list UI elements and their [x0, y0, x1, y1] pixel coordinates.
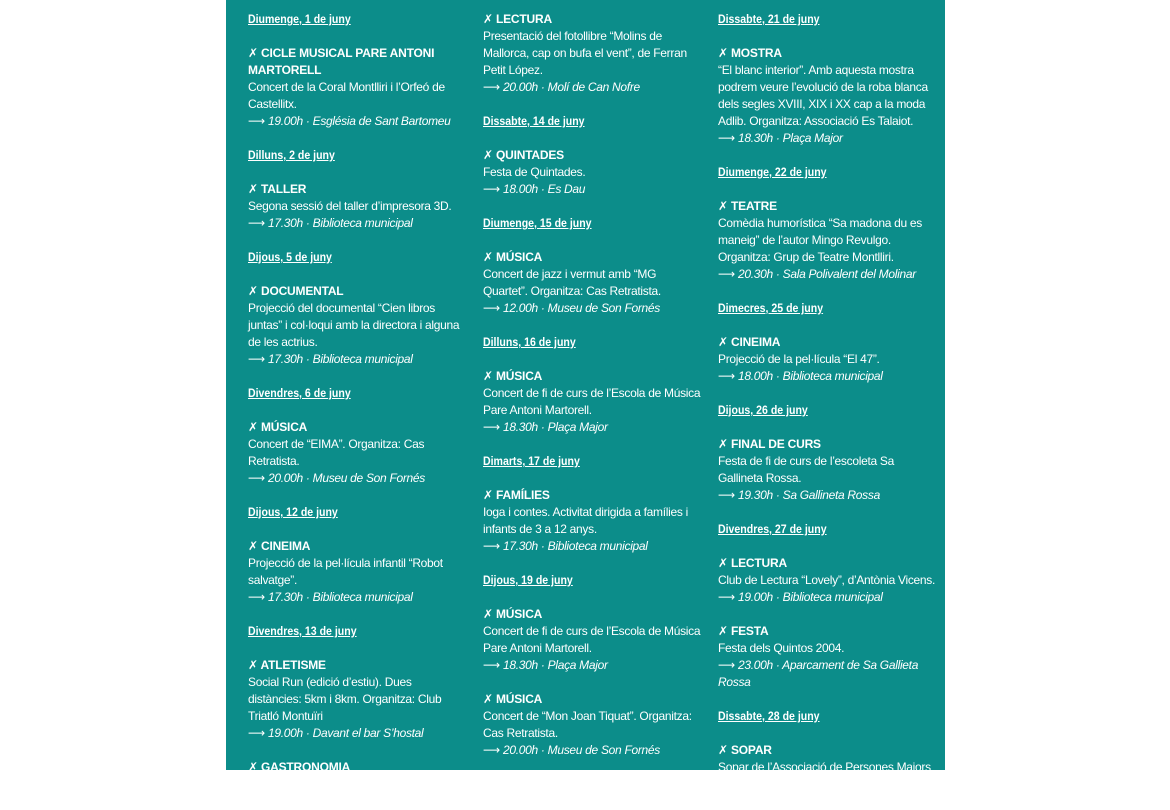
event-item: [248, 45, 466, 130]
event-title: ✗ TEATRE: [718, 199, 777, 213]
day-heading: Diumenge, 22 de juny: [718, 165, 827, 179]
day-heading: Dijous, 5 de juny: [248, 250, 332, 264]
event-title: ✗ MÚSICA: [483, 607, 543, 621]
event-time-place: [718, 657, 936, 691]
event-description: Projecció de la pel·lícula “El 47”.: [718, 352, 880, 366]
arrow-right-icon: ⟶: [718, 369, 735, 383]
day-heading: Dissabte, 14 de juny: [483, 114, 585, 128]
day-heading: Dimarts, 17 de juny: [483, 454, 580, 468]
event-description: Presentació del fotollibre “Molins de Mallorca, cap on bufa el vent”, de Ferran Petit López.: [483, 29, 687, 77]
event-time-place: [248, 725, 466, 742]
arrow-right-icon: ⟶: [718, 658, 735, 672]
event-description: Concert de la Coral Montlliri i l’Orfeó de Castellitx.: [248, 80, 445, 111]
event-time-place-text: 20.00h · Museu de Son Fornés: [502, 743, 660, 757]
event-title: ✗ MÚSICA: [248, 420, 308, 434]
event-description: Sopar de l’Associació de Persones Majors: [718, 760, 931, 774]
event-item: [248, 538, 466, 606]
event-time-place-text: 20.30h · Sala Polivalent del Molinar: [737, 267, 916, 281]
event-time-place: [483, 742, 701, 759]
arrow-right-icon: ⟶: [718, 590, 735, 604]
event-title: ✗ QUINTADES: [483, 148, 564, 162]
event-time-place-text: 18.30h · Plaça Major: [502, 420, 608, 434]
event-item: [718, 45, 936, 147]
event-time-place-text: 23.00h · Aparcament de Sa Gallieta Rossa: [718, 658, 919, 689]
event-time-place: [483, 181, 701, 198]
day-heading: Dijous, 12 de juny: [248, 505, 338, 519]
event-title: ✗ MOSTRA: [718, 46, 782, 60]
event-time-place-text: 18.00h · Es Dau: [502, 182, 586, 196]
event-title: ✗ TALLER: [248, 182, 307, 196]
event-title: ✗ CINEIMA: [248, 539, 311, 553]
agenda-panel: [226, 0, 945, 791]
event-time-place-text: 17.30h · Biblioteca municipal: [267, 352, 413, 366]
event-item: [483, 147, 701, 198]
event-time-place-text: 18.30h · Plaça Major: [502, 658, 608, 672]
event-description: Festa de Quintades.: [483, 165, 586, 179]
event-time-place: [248, 113, 466, 130]
arrow-right-icon: ⟶: [483, 658, 500, 672]
event-item: [718, 334, 936, 385]
event-description: Concert de fi de curs de l’Escola de Música Pare Antoni Martorell.: [483, 386, 701, 417]
event-time-place: [483, 300, 701, 317]
event-item: [248, 657, 466, 742]
arrow-right-icon: ⟶: [248, 352, 265, 366]
event-item: [718, 742, 936, 776]
event-title: ✗ ATLETISME: [248, 658, 326, 672]
arrow-right-icon: ⟶: [483, 743, 500, 757]
event-item: [483, 606, 701, 674]
day-heading: Diumenge, 1 de juny: [248, 12, 351, 26]
event-item: [483, 11, 701, 96]
arrow-right-icon: ⟶: [248, 471, 265, 485]
event-time-place: [483, 419, 701, 436]
day-heading: Dissabte, 21 de juny: [718, 12, 820, 26]
event-title: ✗ SOPAR: [718, 743, 772, 757]
event-title: ✗ CINEIMA: [718, 335, 781, 349]
event-description: Segona sessió del taller d’impresora 3D.: [248, 199, 452, 213]
event-description: Comèdia humorística “Sa madona du es maneig” de l’autor Mingo Revulgo. Organitza: Grup de Teatre Montlliri.: [718, 216, 922, 264]
event-description: Concert de fi de curs de l’Escola de Música Pare Antoni Martorell.: [483, 624, 701, 655]
event-description: Festa dels Quintos 2004.: [718, 641, 845, 655]
event-description: Concert de jazz i vermut amb “MG Quartet”. Organitza: Cas Retratista.: [483, 267, 661, 298]
event-time-place-text: 17.30h · Biblioteca municipal: [267, 216, 413, 230]
event-title: ✗ MÚSICA: [483, 369, 543, 383]
arrow-right-icon: ⟶: [483, 420, 500, 434]
event-item: [718, 555, 936, 606]
event-time-place: [483, 79, 701, 96]
event-title: ✗ MÚSICA: [483, 250, 543, 264]
event-time-place-text: 19.00h · Església de Sant Bartomeu: [267, 114, 451, 128]
event-time-place-text: 20.00h · Molí de Can Nofre: [502, 80, 640, 94]
event-time-place-text: 17.30h · Biblioteca municipal: [267, 590, 413, 604]
arrow-right-icon: ⟶: [248, 726, 265, 740]
event-item: [248, 283, 466, 368]
event-time-place-text: 19.30h · Sa Gallineta Rossa: [737, 488, 880, 502]
day-heading: Dimecres, 25 de juny: [718, 301, 824, 315]
event-time-place: [248, 351, 466, 368]
event-time-place: [248, 470, 466, 487]
event-time-place: [483, 657, 701, 674]
day-heading: Dijous, 19 de juny: [483, 573, 573, 587]
arrow-right-icon: ⟶: [483, 182, 500, 196]
agenda-column-1: [248, 11, 466, 810]
day-heading: Dissabte, 28 de juny: [718, 709, 820, 723]
event-title: ✗ LECTURA: [483, 12, 552, 26]
event-time-place-text: 20.00h · Museu de Son Fornés: [267, 471, 425, 485]
arrow-right-icon: ⟶: [483, 80, 500, 94]
event-title: ✗ CICLE MUSICAL PARE ANTONI MARTORELL: [248, 46, 435, 77]
event-description: Ioga i contes. Activitat dirigida a famílies i infants de 3 a 12 anys.: [483, 505, 688, 536]
arrow-right-icon: ⟶: [718, 267, 735, 281]
event-title: ✗ FINAL DE CURS: [718, 437, 821, 451]
event-time-place: [718, 589, 936, 606]
event-item: [718, 436, 936, 504]
event-description: “El blanc interior”. Amb aquesta mostra podrem veure l’evolució de la roba blanca dels segles XVIII, XIX i XX cap a la moda Adlib. Organitza: Associació Es Talaiot.: [718, 63, 928, 128]
arrow-right-icon: ⟶: [248, 216, 265, 230]
day-heading: Divendres, 13 de juny: [248, 624, 357, 638]
arrow-right-icon: ⟶: [248, 590, 265, 604]
event-description: Concert de “EIMA”. Organitza: Cas Retratista.: [248, 437, 425, 468]
day-heading: Divendres, 27 de juny: [718, 522, 827, 536]
event-item: [483, 691, 701, 759]
arrow-right-icon: ⟶: [483, 301, 500, 315]
event-title: ✗ LECTURA: [718, 556, 787, 570]
event-title: ✗ GASTRONOMIA: [248, 760, 351, 774]
day-heading: Dilluns, 2 de juny: [248, 148, 335, 162]
event-description: Club de Lectura “Lovely”, d’Antònia Vicens.: [718, 573, 936, 587]
event-item: [483, 368, 701, 436]
day-heading: Dilluns, 16 de juny: [483, 335, 576, 349]
day-heading: Dijous, 26 de juny: [718, 403, 808, 417]
event-title: ✗ FAMÍLIES: [483, 488, 550, 502]
event-time-place-text: 19.00h · Davant el bar S’hostal: [267, 726, 424, 740]
arrow-right-icon: ⟶: [718, 131, 735, 145]
event-time-place-text: 18.30h · Plaça Major: [737, 131, 843, 145]
event-time-place-text: 18.00h · Biblioteca municipal: [737, 369, 883, 383]
event-title: ✗ DOCUMENTAL: [248, 284, 344, 298]
event-time-place: [718, 487, 936, 504]
arrow-right-icon: ⟶: [718, 488, 735, 502]
event-description: Social Run (edició d’estiu). Dues distàncies: 5km i 8km. Organitza: Club Triatló Montuïri: [248, 675, 442, 723]
event-item: [248, 181, 466, 232]
agenda-column-3: [718, 11, 936, 793]
event-title: ✗ FESTA: [718, 624, 769, 638]
event-description: Projecció del documental “Cien libros juntas” i col·loqui amb la directora i alguna de les actrius.: [248, 301, 460, 349]
event-time-place-text: 19.00h · Biblioteca municipal: [737, 590, 883, 604]
event-description: Concert de “Mon Joan Tiquat”. Organitza: Cas Retratista.: [483, 709, 692, 740]
agenda-column-2: [483, 11, 701, 776]
event-time-place: [718, 130, 936, 147]
event-item: [248, 759, 466, 793]
event-time-place: [483, 538, 701, 555]
event-item: [483, 487, 701, 555]
event-time-place: [718, 266, 936, 283]
event-title: ✗ MÚSICA: [483, 692, 543, 706]
event-time-place-text: 12.00h · Museu de Son Fornés: [502, 301, 660, 315]
event-time-place: [248, 215, 466, 232]
event-description: Festa de fi de curs de l’escoleta Sa Gallineta Rossa.: [718, 454, 894, 485]
event-item: [718, 198, 936, 283]
event-description: Projecció de la pel·lícula infantil “Robot salvatge”.: [248, 556, 443, 587]
event-item: [483, 249, 701, 317]
day-heading: Divendres, 6 de juny: [248, 386, 351, 400]
event-time-place: [248, 589, 466, 606]
day-heading: Diumenge, 15 de juny: [483, 216, 592, 230]
event-time-place: [718, 368, 936, 385]
event-description: Taller de cuina saludable, amb Maria: [248, 777, 433, 791]
arrow-right-icon: ⟶: [248, 114, 265, 128]
event-item: [248, 419, 466, 487]
event-item: [718, 623, 936, 691]
arrow-right-icon: ⟶: [483, 539, 500, 553]
event-time-place-text: 17.30h · Biblioteca municipal: [502, 539, 648, 553]
